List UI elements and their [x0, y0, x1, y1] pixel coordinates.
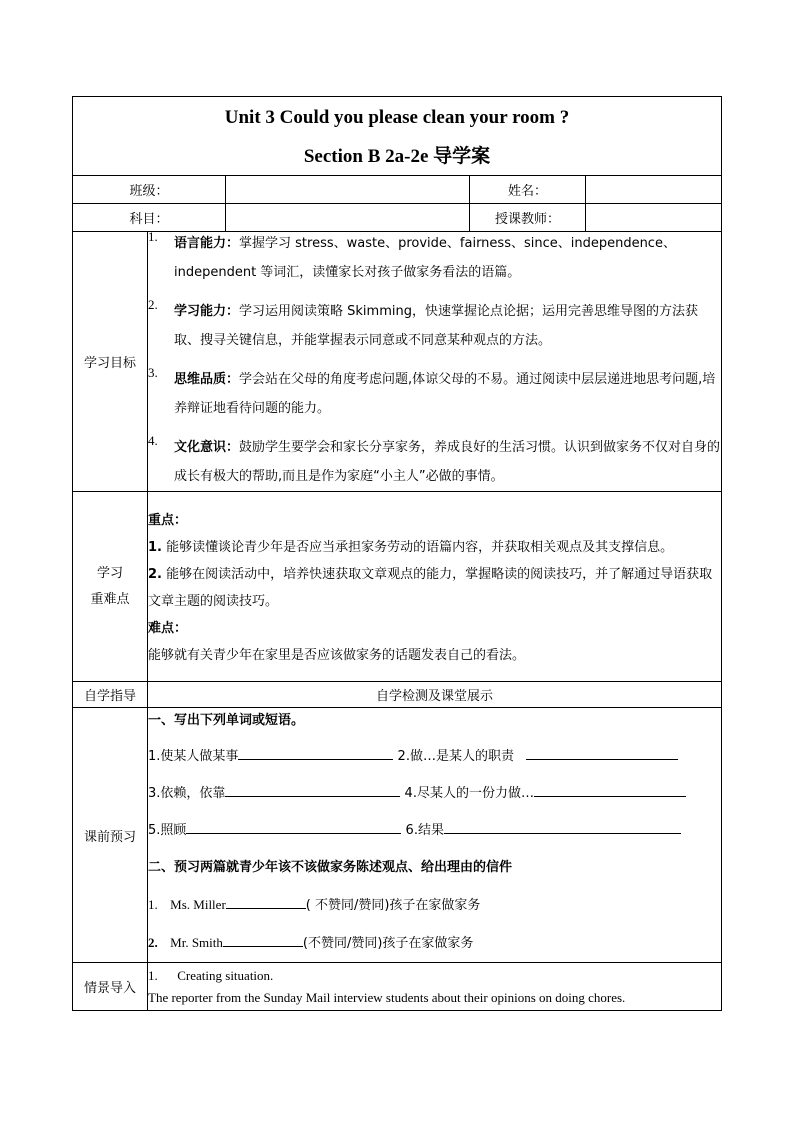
- goal-number: 1.: [148, 229, 158, 244]
- key-point-2-number: 2.: [148, 566, 162, 582]
- key-point-1-number: 1.: [148, 539, 162, 555]
- title-line1: Unit 3 Could you please clean your room ?: [224, 107, 570, 128]
- letter-1-number: 1.: [148, 897, 158, 912]
- teacher-value[interactable]: [586, 204, 722, 232]
- name-value[interactable]: [586, 176, 722, 204]
- goal-head: 学习能力：: [174, 304, 240, 319]
- guide-row: [73, 682, 722, 708]
- key-heading: 重点：: [148, 512, 188, 528]
- vocab-prompt-3: 3.依赖，依靠: [148, 786, 226, 801]
- vocab-row-3: [148, 812, 721, 849]
- goal-number: 2.: [148, 297, 158, 312]
- subject-label: 科目：: [73, 204, 226, 232]
- preview-part2-heading: 二、预习两篇就青少年该不该做家务陈述观点、给出理由的信件: [148, 860, 513, 875]
- title-row: [73, 97, 722, 176]
- goal-number: 3.: [148, 365, 158, 380]
- goals-row: [73, 232, 722, 492]
- keypoints-label-line2: 重难点: [90, 591, 130, 607]
- key-point-1: [148, 534, 721, 561]
- class-label: 班级：: [73, 176, 226, 204]
- teacher-label: 授课教师：: [470, 204, 586, 232]
- goals-content: [148, 229, 722, 492]
- situation-item: [148, 965, 721, 987]
- situation-content: [148, 963, 722, 1011]
- vocab-answer-blank-1[interactable]: [238, 745, 393, 760]
- subject-row: [73, 204, 722, 232]
- guide-label: 自学指导: [73, 682, 148, 708]
- vocab-prompt-2: 2.做…是某人的职责: [397, 749, 514, 764]
- vocab-row-1: [148, 738, 721, 775]
- letter-1-tail: ( 不赞同/赞同)孩子在家做家务: [305, 898, 481, 913]
- vocab-answer-blank-4[interactable]: [534, 782, 686, 797]
- vocab-prompt-5: 5.照顾: [148, 823, 187, 838]
- name-label: 姓名：: [470, 176, 586, 204]
- letter-row-2: [148, 924, 721, 962]
- goal-text: 鼓励学生要学会和家长分享家务，养成良好的生活习惯。认识到做家务不仅对自身的成长有极大的帮助,而且是作为家庭“小主人”必做的事情。: [174, 440, 721, 484]
- situation-text: The reporter from the Sunday Mail interview students about their opinions on doing chores.: [148, 989, 626, 1005]
- subject-value[interactable]: [226, 204, 470, 232]
- goals-label: 学习目标: [73, 232, 148, 492]
- goal-number: 4.: [148, 433, 158, 448]
- key-point-2-text: 能够在阅读活动中，培养快速获取文章观点的能力，掌握略读的阅读技巧，并了解通过导语获取文章主题的阅读技巧。: [148, 566, 713, 609]
- guide-text: 自学检测及课堂展示: [148, 682, 722, 708]
- goal-item: [148, 433, 721, 491]
- preview-row: [73, 708, 722, 963]
- goal-head: 语言能力：: [174, 236, 240, 251]
- vocab-row-2: [148, 775, 721, 812]
- difficulty-heading: 难点：: [148, 620, 188, 636]
- goal-text: 学会站在父母的角度考虑问题,体谅父母的不易。通过阅读中层层递进地思考问题,培养辩证地看待问题的能力。: [174, 372, 716, 416]
- class-value[interactable]: [226, 176, 470, 204]
- difficulty-text: 能够就有关青少年在家里是否应该做家务的话题发表自己的看法。: [148, 647, 526, 663]
- vocab-answer-blank-2[interactable]: [526, 745, 678, 760]
- keypoints-content: [148, 492, 722, 682]
- class-row: [73, 176, 722, 204]
- vocab-prompt-1: 1.使某人做某事: [148, 749, 239, 764]
- situation-number: 1.: [148, 967, 158, 983]
- letter-1-blank[interactable]: [226, 894, 306, 909]
- goal-text: 掌握学习 stress、waste、provide、fairness、since、independence、independent 等词汇，读懂家长对孩子做家务看法的语篇。: [174, 236, 676, 280]
- keypoints-row: [73, 492, 722, 682]
- letter-2-number: 2.: [148, 935, 158, 950]
- goal-head: 思维品质：: [174, 372, 240, 387]
- vocab-prompt-4: 4.尽某人的一份力做…: [404, 786, 534, 801]
- goal-text: 学习运用阅读策略 Skimming，快速掌握论点论据；运用完善思维导图的方法获取、搜寻关键信息，并能掌握表示同意或不同意某种观点的方法。: [174, 304, 698, 348]
- vocab-answer-blank-5[interactable]: [186, 819, 401, 834]
- vocab-prompt-6: 6.结果: [405, 823, 444, 838]
- letter-row-1: [148, 886, 721, 924]
- goal-item: [148, 229, 721, 287]
- title-line2: Section B 2a-2e 导学案: [303, 146, 491, 167]
- title-cell: [73, 97, 722, 176]
- situation-row: [73, 963, 722, 1011]
- situation-label: 情景导入: [73, 963, 148, 1011]
- preview-content: [148, 708, 722, 963]
- goal-item: [148, 365, 721, 423]
- keypoints-label-line1: 学习: [96, 565, 123, 581]
- keypoints-label: [73, 492, 148, 682]
- letter-2-name: Mr. Smith: [170, 935, 223, 950]
- goal-item: [148, 297, 721, 355]
- goal-head: 文化意识：: [174, 440, 240, 455]
- key-point-2: [148, 561, 721, 615]
- situation-title: Creating situation.: [177, 967, 274, 983]
- letter-1-name: Ms. Miller: [170, 897, 226, 912]
- preview-part1-heading: 一、写出下列单词或短语。: [148, 713, 305, 728]
- preview-label: 课前预习: [73, 708, 148, 963]
- vocab-answer-blank-6[interactable]: [444, 819, 681, 834]
- letter-2-blank[interactable]: [223, 932, 303, 947]
- key-point-1-text: 能够读懂谈论青少年是否应当承担家务劳动的语篇内容，并获取相关观点及其支撑信息。: [166, 539, 674, 555]
- lesson-plan-table: [72, 96, 722, 1011]
- vocab-answer-blank-3[interactable]: [225, 782, 400, 797]
- letter-2-tail: (不赞同/赞同)孩子在家做家务: [302, 936, 474, 951]
